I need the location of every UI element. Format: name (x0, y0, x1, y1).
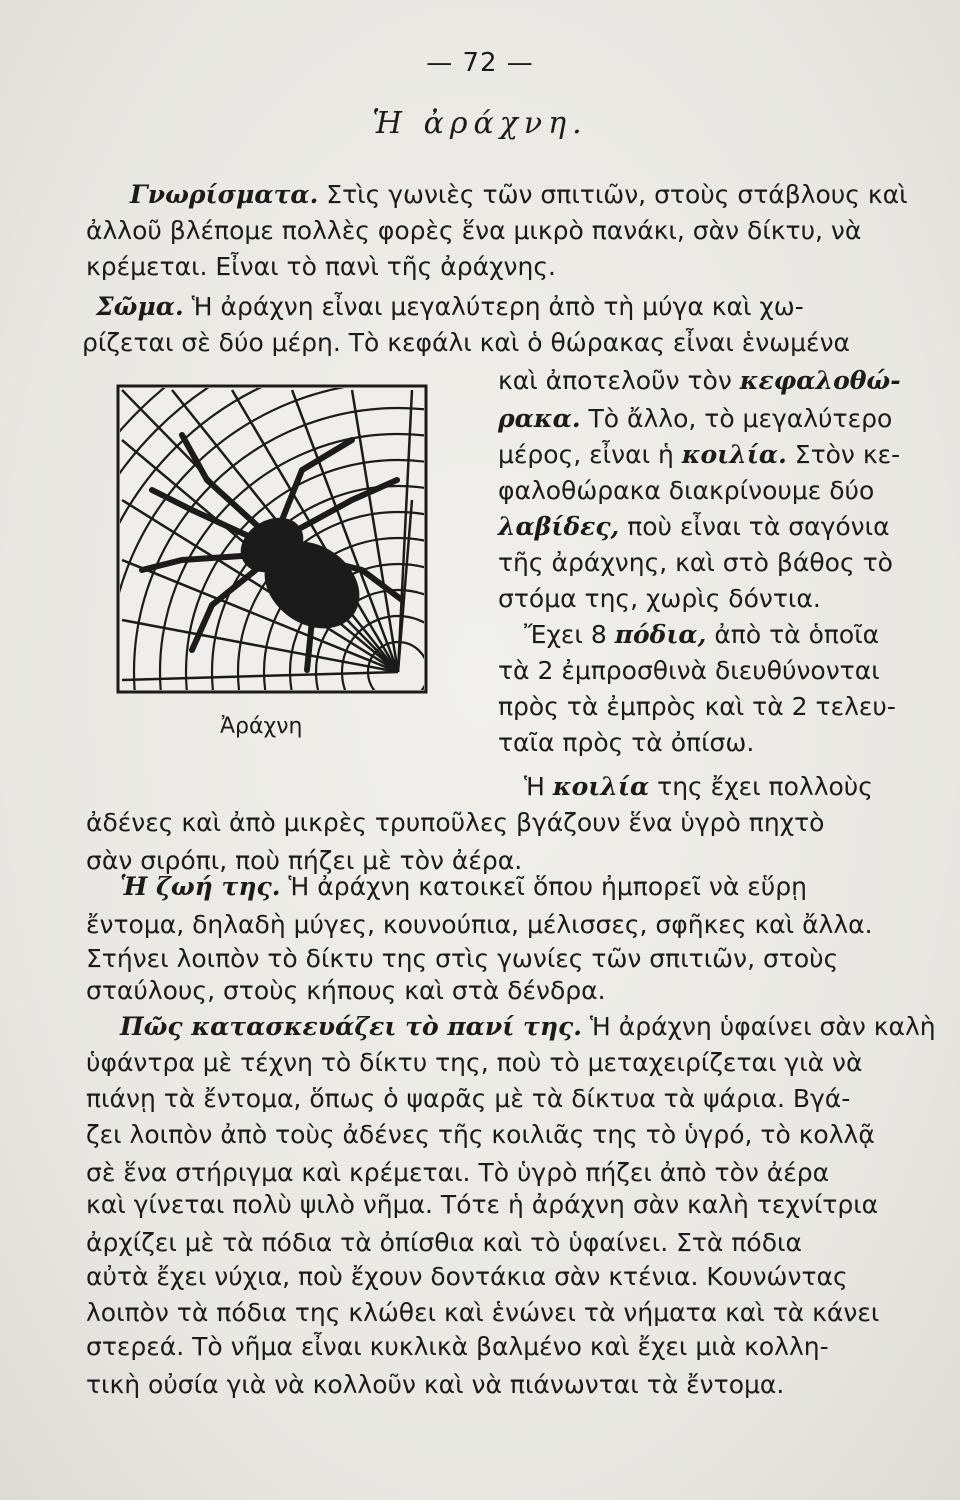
text-run: τῆς ἀράχνης, καὶ στὸ βάθος τὸ (498, 548, 893, 577)
text-run: Τὸ ἄλλο, τὸ μεγαλύτερο (580, 404, 893, 433)
heading-term: ρακα. (498, 404, 581, 433)
text-run: φαλοθώρακα διακρίνουμε δύο (498, 476, 875, 505)
text-run: πιάνῃ τὰ ἔντομα, ὅπως ὁ ψαρᾶς μὲ τὰ δίκτυα τὰ ψάρια. Βγά- (86, 1084, 851, 1113)
text-line (498, 584, 821, 614)
text-line (498, 476, 874, 506)
text-run: ποὺ εἶναι τὰ σαγόνια (619, 512, 890, 541)
text-line (86, 944, 838, 974)
heading-term: Ἡ ζωή της. (120, 872, 281, 901)
text-run: ἔντομα, δηλαδὴ μύγες, κουνούπια, μέλισσες, σφῆκες καὶ ἄλλα. (86, 910, 873, 939)
text-line (86, 1120, 875, 1150)
heading-term: Γνωρίσματα. (130, 180, 319, 209)
text-run: σταύλους, στοὺς κήπους καὶ στὰ δένδρα. (86, 976, 606, 1005)
text-line (86, 1084, 850, 1114)
text-line (120, 872, 807, 902)
text-run: σὲ ἕνα στήριγμα καὶ κρέμεται. Τὸ ὑγρὸ πήζει ἀπὸ τὸν ἀέρα (86, 1158, 830, 1187)
text-run: ἀδένες καὶ ἀπὸ μικρὲς τρυποῦλες βγάζουν ἕνα ὑγρὸ πηχτὸ (86, 808, 825, 837)
text-run: λοιπὸν τὰ πόδια της κλώθει καὶ ἑνώνει τὰ νήματα καὶ τὰ κάνει (86, 1298, 880, 1327)
text-run: Ἡ (524, 772, 553, 801)
text-line (130, 180, 908, 210)
text-line (86, 1332, 829, 1362)
text-line (86, 976, 606, 1006)
text-line (82, 328, 850, 358)
text-run: Στὶς γωνιὲς τῶν σπιτιῶν, στοὺς στάβλους καὶ (318, 180, 908, 209)
text-run: ταῖα πρὸς τὰ ὀπίσω. (498, 728, 755, 757)
text-line (86, 252, 556, 282)
text-run: τικὴ οὐσία γιὰ νὰ κολλοῦν καὶ νὰ πιάνωνται τὰ ἔντομα. (86, 1370, 785, 1399)
text-line (498, 548, 893, 578)
text-run: ἀρχίζει μὲ τὰ πόδια τὰ ὀπίσθια καὶ τὸ ὑφαίνει. Στὰ πόδια (86, 1228, 802, 1257)
text-line (86, 1262, 848, 1292)
heading-term: Πῶς κατασκευάζει τὸ πανί της. (120, 1012, 582, 1041)
heading-term: πόδια, (614, 620, 707, 649)
heading-term: κεφαλοθώ- (739, 366, 901, 395)
text-run: καὶ ἀποτελοῦν τὸν (498, 366, 740, 395)
heading-term: κοιλία (552, 772, 650, 801)
heading-term: λαβίδες, (498, 512, 620, 541)
text-line (120, 1012, 936, 1042)
text-line (524, 620, 879, 650)
text-line (86, 1190, 878, 1220)
figure-caption: Ἀράχνη (220, 714, 303, 739)
text-run: στόμα της, χωρὶς δόντια. (498, 584, 821, 613)
heading-term: κοιλία. (681, 440, 787, 469)
text-line (86, 1158, 829, 1188)
page-number: — 72 — (426, 48, 534, 78)
spider-web-illustration (112, 380, 432, 698)
text-run: Στὸν κε- (786, 440, 901, 469)
text-run: ἀπὸ τὰ ὁποῖα (706, 620, 880, 649)
text-run: Ἔχει 8 (524, 620, 615, 649)
heading-term: Σῶμα. (96, 292, 184, 321)
text-line (498, 692, 896, 722)
text-run: Ἡ ἀράχνη κατοικεῖ ὅπου ἠμπορεῖ νὰ εὕρῃ (280, 872, 807, 901)
text-run: ρίζεται σὲ δύο μέρη. Τὸ κεφάλι καὶ ὁ θώρακας εἶναι ἑνωμένα (82, 328, 851, 357)
text-line (86, 1228, 802, 1258)
text-line (86, 1370, 784, 1400)
text-line (498, 404, 892, 434)
text-line (498, 366, 901, 396)
text-run: της ἔχει πολλοὺς (649, 772, 873, 801)
text-run: Στήνει λοιπὸν τὸ δίκτυ της στὶς γωνίες τῶν σπιτιῶν, στοὺς (86, 944, 839, 973)
text-run: πρὸς τὰ ἐμπρὸς καὶ τὰ 2 τελευ- (498, 692, 896, 721)
text-run: κρέμεται. Εἶναι τὸ πανὶ τῆς ἀράχνης. (86, 252, 556, 281)
text-line (498, 440, 900, 470)
text-run: μέρος, εἶναι ἡ (498, 440, 682, 469)
text-line (86, 1048, 863, 1078)
text-line (498, 656, 880, 686)
page-title: Ἡ ἀράχνη. (372, 106, 588, 141)
text-line (524, 772, 873, 802)
text-line (86, 910, 873, 940)
text-run: ἀλλοῦ βλέπομε πολλὲς φορὲς ἕνα μικρὸ πανάκι, σὰν δίκτυ, νὰ (86, 216, 862, 245)
text-run: στερεά. Τὸ νῆμα εἶναι κυκλικὰ βαλμένο καὶ ἔχει μιὰ κολλη- (86, 1332, 829, 1361)
text-run: καὶ γίνεται πολὺ ψιλὸ νῆμα. Τότε ἡ ἀράχνη σὰν καλὴ τεχνίτρια (86, 1190, 879, 1219)
text-line (86, 1298, 879, 1328)
text-run: τὰ 2 ἐμπροσθινὰ διευθύνονται (498, 656, 880, 685)
text-run: Ἡ ἀράχνη ὑφαίνει σὰν καλὴ (581, 1012, 936, 1041)
text-line (86, 216, 861, 246)
text-run: ὑφάντρα μὲ τέχνη τὸ δίκτυ της, ποὺ τὸ μεταχειρίζεται γιὰ νὰ (86, 1048, 863, 1077)
text-line (498, 512, 890, 542)
text-line (96, 292, 804, 322)
text-run: σὰν σιρόπι, ποὺ πήζει μὲ τὸν ἀέρα. (86, 846, 523, 875)
text-run: ζει λοιπὸν ἀπὸ τοὺς ἀδένες τῆς κοιλιᾶς της τὸ ὑγρό, τὸ κολλᾷ (86, 1120, 875, 1149)
text-run: αὐτὰ ἔχει νύχια, ποὺ ἔχουν δοντάκια σὰν κτένια. Κουνώντας (86, 1262, 848, 1291)
text-line (498, 728, 754, 758)
text-line (86, 808, 824, 838)
text-run: Ἡ ἀράχνη εἶναι μεγαλύτερη ἀπὸ τὴ μύγα καὶ χω- (183, 292, 804, 321)
